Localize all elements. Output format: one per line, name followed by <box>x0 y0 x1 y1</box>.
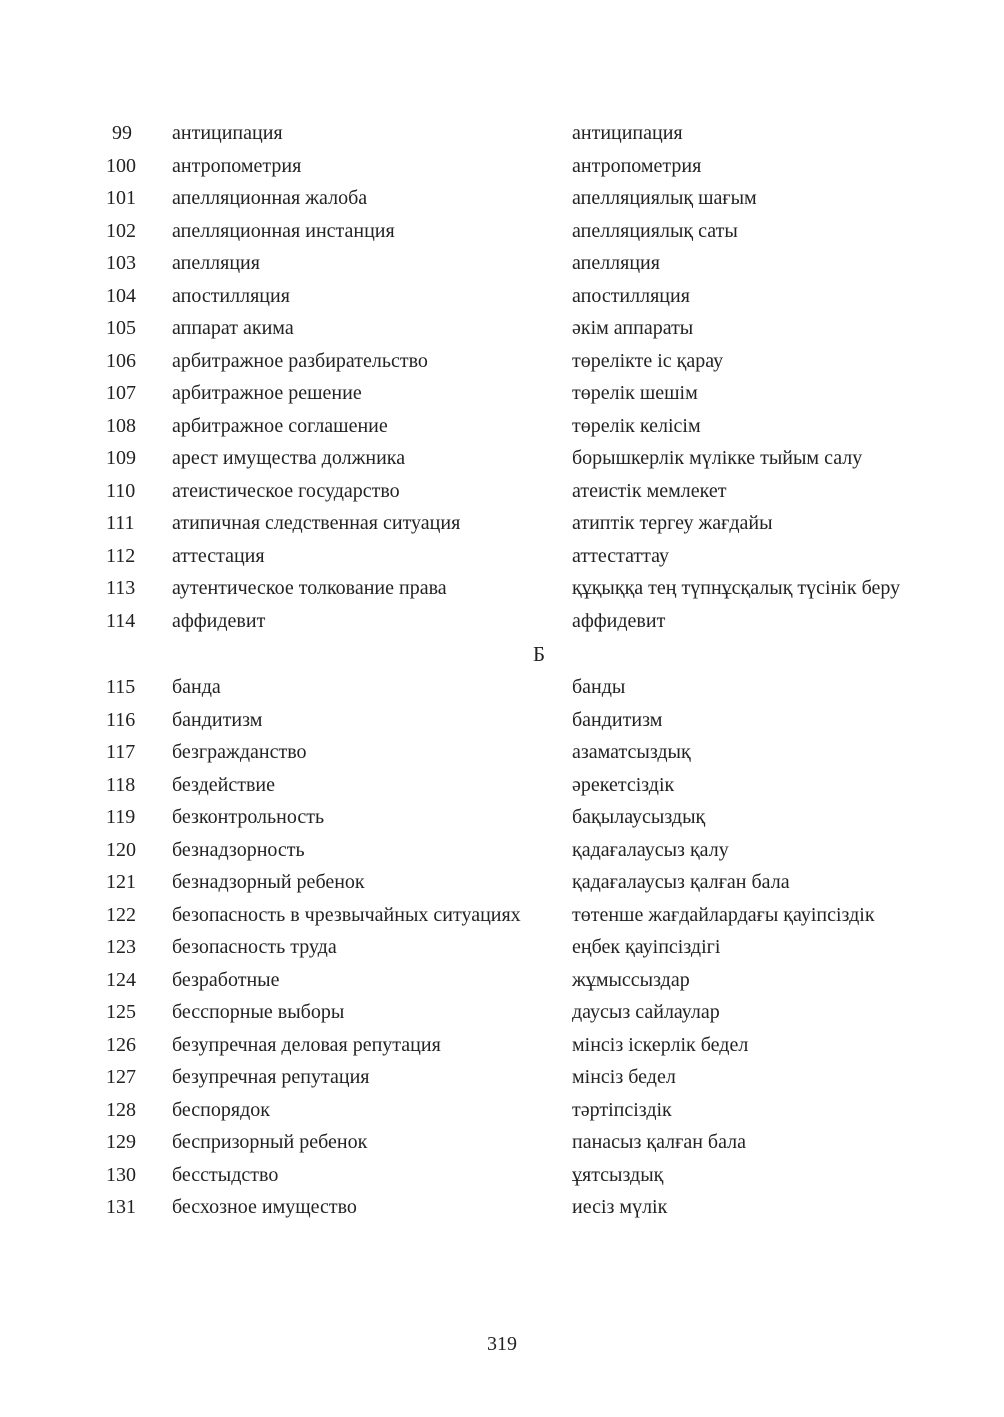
entry-number: 125 <box>106 1001 136 1023</box>
entry-number: 131 <box>106 1196 136 1218</box>
kazakh-term: атиптік тергеу жағдайы <box>572 512 773 534</box>
glossary-row <box>0 964 1004 997</box>
russian-term: апелляция <box>172 252 260 274</box>
russian-term: безконтрольность <box>172 806 325 828</box>
glossary-entries <box>0 117 1004 1224</box>
glossary-row <box>0 801 1004 834</box>
kazakh-term: мінсіз іскерлік бедел <box>572 1033 749 1056</box>
entry-number: 120 <box>106 838 136 861</box>
entry-number: 116 <box>106 708 136 731</box>
kazakh-term: еңбек қауіпсіздігі <box>572 936 721 958</box>
kazakh-term: төтенше жағдайлардағы қауіпсіздік <box>572 903 875 926</box>
russian-term: безупречная деловая репутация <box>172 1033 441 1056</box>
russian-term: безгражданство <box>172 741 307 763</box>
entry-number: 118 <box>106 773 136 796</box>
kazakh-term: антиципация <box>572 122 683 144</box>
glossary-row <box>0 899 1004 932</box>
glossary-row <box>0 1029 1004 1062</box>
glossary-row <box>0 1126 1004 1159</box>
kazakh-term: бандитизм <box>572 708 663 731</box>
entry-number: 101 <box>106 187 136 209</box>
russian-term: безупречная репутация <box>172 1066 370 1088</box>
kazakh-term: атеистік мемлекет <box>572 479 727 502</box>
entry-number: 128 <box>106 1098 136 1121</box>
russian-term: антиципация <box>172 122 283 144</box>
russian-term: арест имущества должника <box>172 447 406 469</box>
kazakh-term: апелляциялық саты <box>572 219 738 242</box>
glossary-row <box>0 280 1004 313</box>
glossary-row <box>0 215 1004 248</box>
glossary-row <box>0 736 1004 769</box>
russian-term: аттестация <box>172 544 265 567</box>
glossary-row <box>0 1191 1004 1224</box>
russian-term: аутентическое толкование права <box>172 577 447 599</box>
entry-number: 127 <box>106 1066 136 1088</box>
kazakh-term: ұятсыздық <box>572 1163 664 1186</box>
kazakh-term: банды <box>572 676 626 698</box>
russian-term: атипичная следственная ситуация <box>172 512 461 534</box>
russian-term: арбитражное решение <box>172 382 362 404</box>
kazakh-term: аттестаттау <box>572 544 670 567</box>
kazakh-term: жұмыссыздар <box>572 968 690 991</box>
entry-number: 122 <box>106 903 136 926</box>
russian-term: апостилляция <box>172 284 290 307</box>
russian-term: бездействие <box>172 773 275 796</box>
entry-number: 109 <box>106 447 136 469</box>
entry-number: 123 <box>106 936 136 958</box>
russian-term: апелляционная жалоба <box>172 187 368 209</box>
kazakh-term: даусыз сайлаулар <box>572 1001 720 1023</box>
glossary-row <box>0 442 1004 475</box>
russian-term: беспорядок <box>172 1098 270 1121</box>
russian-term: атеистическое государство <box>172 479 400 502</box>
russian-term: безопасность в чрезвычайных ситуациях <box>172 903 521 926</box>
glossary-row <box>0 1061 1004 1094</box>
entry-number: 117 <box>106 741 136 763</box>
glossary-row <box>0 834 1004 867</box>
kazakh-term: антропометрия <box>572 154 702 177</box>
russian-term: безработные <box>172 968 280 991</box>
glossary-row <box>0 345 1004 378</box>
russian-term: арбитражное соглашение <box>172 414 388 437</box>
russian-term: бесстыдство <box>172 1163 279 1186</box>
glossary-row <box>0 540 1004 573</box>
page-number: 319 <box>487 1333 517 1355</box>
entry-number: 111 <box>106 512 135 534</box>
glossary-row <box>0 605 1004 638</box>
entry-number: 126 <box>106 1033 136 1056</box>
kazakh-term: құқыққа тең түпнұсқалық түсінік беру <box>572 577 901 599</box>
entry-number: 113 <box>106 577 136 599</box>
entry-number: 119 <box>106 806 136 828</box>
russian-term: безопасность труда <box>172 936 337 958</box>
glossary-row <box>0 996 1004 1029</box>
kazakh-term: азаматсыздық <box>572 741 691 763</box>
glossary-row <box>0 312 1004 345</box>
glossary-row <box>0 671 1004 704</box>
glossary-row <box>0 931 1004 964</box>
russian-term: беспризорный ребенок <box>172 1131 368 1153</box>
entry-number: 114 <box>106 609 136 632</box>
glossary-row <box>0 704 1004 737</box>
glossary-row <box>0 507 1004 540</box>
glossary-row <box>0 410 1004 443</box>
entry-number: 130 <box>106 1163 136 1186</box>
entry-number: 110 <box>106 479 136 502</box>
glossary-row <box>0 117 1004 150</box>
kazakh-term: апелляция <box>572 252 660 274</box>
kazakh-term: қадағалаусыз қалу <box>572 838 729 861</box>
entry-number: 115 <box>106 676 136 698</box>
kazakh-term: апостилляция <box>572 284 690 307</box>
entry-number: 102 <box>106 219 136 242</box>
glossary-row <box>0 866 1004 899</box>
glossary-row <box>0 475 1004 508</box>
kazakh-term: қадағалаусыз қалған бала <box>572 871 790 893</box>
russian-term: арбитражное разбирательство <box>172 349 428 372</box>
russian-term: банда <box>172 676 221 698</box>
russian-term: безнадзорность <box>172 838 305 861</box>
russian-term: бесхозное имущество <box>172 1196 357 1218</box>
entry-number: 112 <box>106 544 136 567</box>
kazakh-term: борышкерлік мүлікке тыйым салу <box>572 447 863 469</box>
russian-term: бесспорные выборы <box>172 1001 345 1023</box>
entry-number: 124 <box>106 968 136 991</box>
glossary-row <box>0 150 1004 183</box>
glossary-row <box>0 247 1004 280</box>
kazakh-term: иесіз мүлік <box>572 1196 668 1218</box>
glossary-row <box>0 1094 1004 1127</box>
kazakh-term: төрелік шешім <box>572 382 698 404</box>
russian-term: антропометрия <box>172 154 302 177</box>
glossary-row <box>0 769 1004 802</box>
russian-term: бандитизм <box>172 708 263 731</box>
entry-number: 129 <box>106 1131 136 1153</box>
kazakh-term: аффидевит <box>572 609 666 632</box>
section-letter-heading: Б <box>532 642 546 666</box>
glossary-row <box>0 377 1004 410</box>
entry-number: 107 <box>106 382 136 404</box>
entry-number: 99 <box>112 122 132 144</box>
entry-number: 121 <box>106 871 136 893</box>
entry-number: 108 <box>106 414 136 437</box>
entry-number: 103 <box>106 252 136 274</box>
entry-number: 104 <box>106 284 136 307</box>
kazakh-term: тәртіпсіздік <box>572 1098 672 1121</box>
glossary-row <box>0 182 1004 215</box>
kazakh-term: әкім аппараты <box>572 317 694 339</box>
russian-term: безнадзорный ребенок <box>172 871 365 893</box>
russian-term: аппарат акима <box>172 317 294 339</box>
kazakh-term: апелляциялық шағым <box>572 187 757 209</box>
glossary-row <box>0 572 1004 605</box>
entry-number: 106 <box>106 349 136 372</box>
kazakh-term: төрелік келісім <box>572 414 701 437</box>
russian-term: апелляционная инстанция <box>172 219 395 242</box>
kazakh-term: мінсіз бедел <box>572 1066 676 1088</box>
kazakh-term: панасыз қалған бала <box>572 1131 746 1153</box>
kazakh-term: бақылаусыздық <box>572 806 706 828</box>
russian-term: аффидевит <box>172 609 266 632</box>
entry-number: 105 <box>106 317 136 339</box>
kazakh-term: төрелікте іс қарау <box>572 349 724 372</box>
glossary-row <box>0 1159 1004 1192</box>
entry-number: 100 <box>106 154 136 177</box>
kazakh-term: әрекетсіздік <box>572 773 675 796</box>
